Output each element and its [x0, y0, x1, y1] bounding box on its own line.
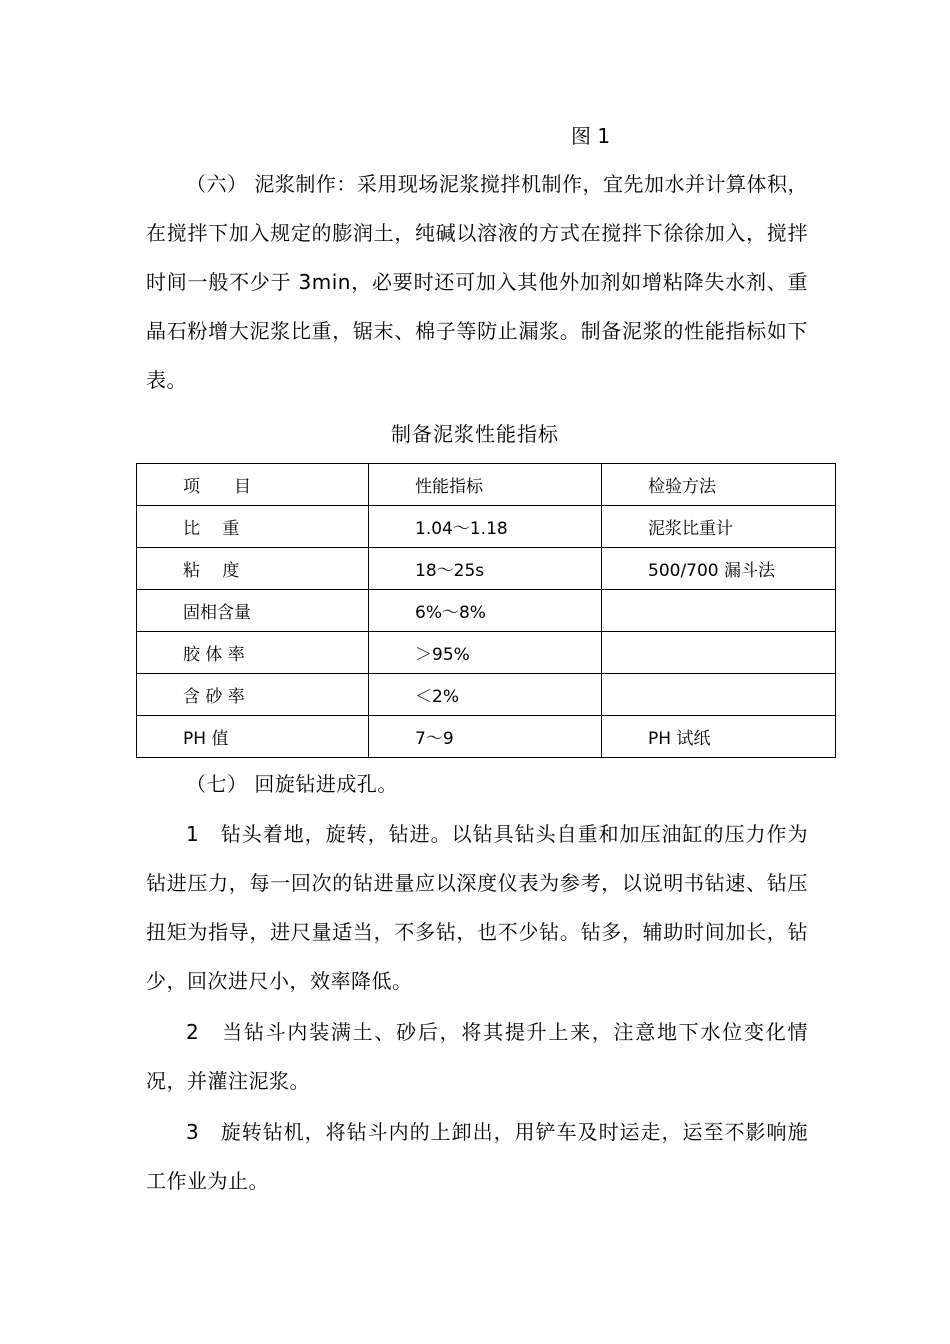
table-cell: [602, 674, 836, 716]
paragraph-step-1: [146, 810, 808, 1006]
table-cell: [602, 590, 836, 632]
table-cell: [602, 632, 836, 674]
header-index: 性能指标: [369, 464, 602, 506]
table-cell: 6%～8%: [369, 590, 602, 632]
table-cell: 18～25s: [369, 548, 602, 590]
paragraph-rotary-drilling-heading: [146, 760, 808, 809]
table-row: [137, 674, 836, 716]
table-cell: ＜2%: [369, 674, 602, 716]
table-cell: PH 试纸: [602, 716, 836, 758]
table-cell: 含 砂 率: [137, 674, 369, 716]
table-cell: PH 值: [137, 716, 369, 758]
table-title: 制备泥浆性能指标: [391, 422, 559, 446]
mud-performance-table: [136, 463, 836, 758]
table-cell: 胶 体 率: [137, 632, 369, 674]
paragraph-step-1-text: 1 钻头着地，旋转，钻进。以钻具钻头自重和加压油缸的压力作为钻进压力，每一回次的钻进量应以深度仪表为参考，以说明书钻速、钻压扭矩为指导，进尺量适当，不多钻，也不少钻。钻多，辅助时间加长，钻少，回次进尺小，效率降低。: [146, 822, 808, 993]
paragraph-step-2: [146, 1008, 808, 1106]
table-row: [137, 506, 836, 548]
table-row: [137, 632, 836, 674]
table-header-row: [137, 464, 836, 506]
figure-caption: 图 1: [571, 124, 611, 148]
paragraph-mud-preparation: [146, 160, 808, 405]
header-method: 检验方法: [602, 464, 836, 506]
table-cell: 500/700 漏斗法: [602, 548, 836, 590]
table-row: [137, 716, 836, 758]
paragraph-mud-preparation-text: （六） 泥浆制作：采用现场泥浆搅拌机制作，宜先加水并计算体积，在搅拌下加入规定的膨润土，纯碱以溶液的方式在搅拌下徐徐加入，搅拌时间一般不少于 3min，必要时还可加入其他外加剂如增粘降失水剂、重晶石粉增大泥浆比重，锯末、棉子等防止漏浆。制备泥浆的性能指标如下表。: [146, 172, 808, 392]
table-row: [137, 590, 836, 632]
table-cell: 1.04～1.18: [369, 506, 602, 548]
header-item: 项 目: [137, 464, 369, 506]
paragraph-step-3-text: 3 旋转钻机，将钻斗内的上卸出，用铲车及时运走，运至不影响施工作业为止。: [146, 1120, 808, 1193]
table-cell: 泥浆比重计: [602, 506, 836, 548]
paragraph-rotary-drilling-heading-text: （七） 回旋钻进成孔。: [186, 772, 398, 796]
table-cell: ＞95%: [369, 632, 602, 674]
table-cell: 比 重: [137, 506, 369, 548]
table-cell: 7～9: [369, 716, 602, 758]
table-cell: 固相含量: [137, 590, 369, 632]
table-row: [137, 548, 836, 590]
table-cell: 粘 度: [137, 548, 369, 590]
paragraph-step-2-text: 2 当钻斗内装满土、砂后，将其提升上来，注意地下水位变化情况，并灌注泥浆。: [146, 1020, 808, 1093]
paragraph-step-3: [146, 1108, 808, 1206]
